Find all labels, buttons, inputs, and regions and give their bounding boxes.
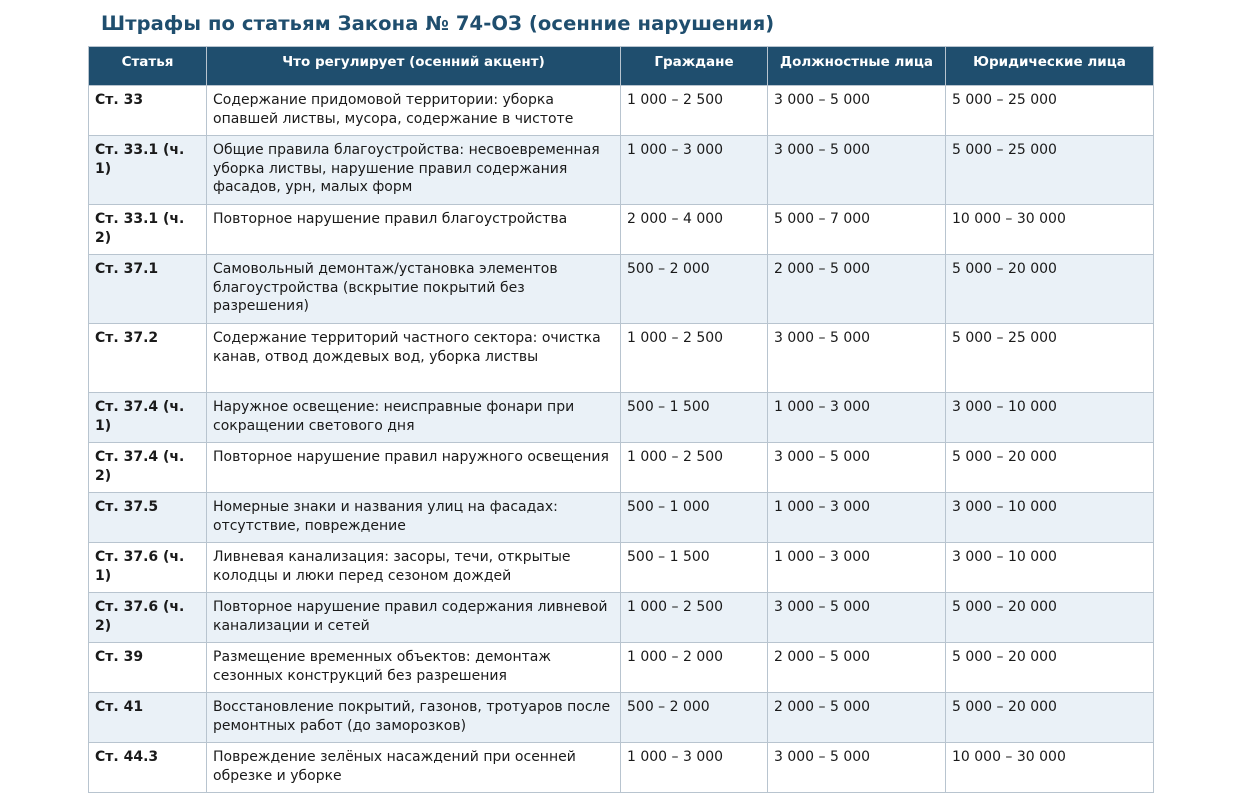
table-row bbox=[89, 693, 1154, 743]
table-row bbox=[89, 205, 1154, 255]
subject-cell: Повторное нарушение правил благоустройства bbox=[207, 205, 621, 255]
officials-fine-cell: 3 000 – 5 000 bbox=[768, 743, 946, 793]
citizens-fine-cell: 1 000 – 3 000 bbox=[621, 136, 768, 205]
table-header bbox=[89, 47, 1154, 86]
table-row bbox=[89, 643, 1154, 693]
citizens-fine-cell: 500 – 1 500 bbox=[621, 393, 768, 443]
table-row bbox=[89, 255, 1154, 324]
officials-fine-cell: 1 000 – 3 000 bbox=[768, 393, 946, 443]
officials-fine-cell: 3 000 – 5 000 bbox=[768, 136, 946, 205]
subject-cell: Повторное нарушение правил наружного освещения bbox=[207, 443, 621, 493]
fines-table bbox=[88, 46, 1154, 793]
table-row bbox=[89, 593, 1154, 643]
article-cell: Ст. 37.6 (ч. 1) bbox=[89, 543, 207, 593]
table-row bbox=[89, 543, 1154, 593]
legal-fine-cell: 5 000 – 20 000 bbox=[946, 693, 1154, 743]
subject-cell: Наружное освещение: неисправные фонари при сокращении светового дня bbox=[207, 393, 621, 443]
subject-cell: Повреждение зелёных насаждений при осенней обрезке и уборке bbox=[207, 743, 621, 793]
article-cell: Ст. 33.1 (ч. 2) bbox=[89, 205, 207, 255]
legal-fine-cell: 10 000 – 30 000 bbox=[946, 743, 1154, 793]
article-cell: Ст. 37.4 (ч. 1) bbox=[89, 393, 207, 443]
article-cell: Ст. 44.3 bbox=[89, 743, 207, 793]
officials-fine-cell: 1 000 – 3 000 bbox=[768, 493, 946, 543]
subject-cell: Размещение временных объектов: демонтаж сезонных конструкций без разрешения bbox=[207, 643, 621, 693]
header-row bbox=[89, 47, 1154, 86]
legal-fine-cell: 5 000 – 20 000 bbox=[946, 255, 1154, 324]
legal-fine-cell: 5 000 – 25 000 bbox=[946, 324, 1154, 393]
citizens-fine-cell: 1 000 – 2 500 bbox=[621, 443, 768, 493]
citizens-fine-cell: 500 – 1 500 bbox=[621, 543, 768, 593]
table-body bbox=[89, 86, 1154, 793]
legal-fine-cell: 5 000 – 20 000 bbox=[946, 593, 1154, 643]
citizens-fine-cell: 500 – 2 000 bbox=[621, 693, 768, 743]
article-cell: Ст. 37.1 bbox=[89, 255, 207, 324]
page-title: Штрафы по статьям Закона № 74-ОЗ (осенние нарушения) bbox=[101, 12, 775, 35]
article-cell: Ст. 37.4 (ч. 2) bbox=[89, 443, 207, 493]
article-cell: Ст. 33 bbox=[89, 86, 207, 136]
officials-fine-cell: 3 000 – 5 000 bbox=[768, 593, 946, 643]
citizens-fine-cell: 2 000 – 4 000 bbox=[621, 205, 768, 255]
table-row bbox=[89, 136, 1154, 205]
legal-fine-cell: 3 000 – 10 000 bbox=[946, 543, 1154, 593]
officials-fine-cell: 2 000 – 5 000 bbox=[768, 693, 946, 743]
subject-cell: Содержание придомовой территории: уборка опавшей листвы, мусора, содержание в чистоте bbox=[207, 86, 621, 136]
header-officials: Должностные лица bbox=[768, 47, 946, 86]
officials-fine-cell: 3 000 – 5 000 bbox=[768, 86, 946, 136]
article-cell: Ст. 37.6 (ч. 2) bbox=[89, 593, 207, 643]
subject-cell: Самовольный демонтаж/установка элементов благоустройства (вскрытие покрытий без разрешения) bbox=[207, 255, 621, 324]
citizens-fine-cell: 1 000 – 2 500 bbox=[621, 86, 768, 136]
article-cell: Ст. 33.1 (ч. 1) bbox=[89, 136, 207, 205]
citizens-fine-cell: 500 – 1 000 bbox=[621, 493, 768, 543]
header-article: Статья bbox=[89, 47, 207, 86]
officials-fine-cell: 2 000 – 5 000 bbox=[768, 643, 946, 693]
article-cell: Ст. 37.2 bbox=[89, 324, 207, 393]
officials-fine-cell: 3 000 – 5 000 bbox=[768, 443, 946, 493]
article-cell: Ст. 41 bbox=[89, 693, 207, 743]
officials-fine-cell: 3 000 – 5 000 bbox=[768, 324, 946, 393]
legal-fine-cell: 3 000 – 10 000 bbox=[946, 493, 1154, 543]
subject-cell: Ливневая канализация: засоры, течи, открытые колодцы и люки перед сезоном дождей bbox=[207, 543, 621, 593]
subject-cell: Общие правила благоустройства: несвоевременная уборка листвы, нарушение правил содержания фасадов, урн, малых форм bbox=[207, 136, 621, 205]
legal-fine-cell: 10 000 – 30 000 bbox=[946, 205, 1154, 255]
article-cell: Ст. 39 bbox=[89, 643, 207, 693]
legal-fine-cell: 5 000 – 25 000 bbox=[946, 86, 1154, 136]
citizens-fine-cell: 1 000 – 3 000 bbox=[621, 743, 768, 793]
header-legal-entities: Юридические лица bbox=[946, 47, 1154, 86]
table-row bbox=[89, 443, 1154, 493]
header-citizens: Граждане bbox=[621, 47, 768, 86]
table-row bbox=[89, 86, 1154, 136]
subject-cell: Повторное нарушение правил содержания ливневой канализации и сетей bbox=[207, 593, 621, 643]
article-cell: Ст. 37.5 bbox=[89, 493, 207, 543]
table-row bbox=[89, 324, 1154, 393]
officials-fine-cell: 1 000 – 3 000 bbox=[768, 543, 946, 593]
legal-fine-cell: 3 000 – 10 000 bbox=[946, 393, 1154, 443]
citizens-fine-cell: 1 000 – 2 500 bbox=[621, 593, 768, 643]
citizens-fine-cell: 1 000 – 2 000 bbox=[621, 643, 768, 693]
citizens-fine-cell: 1 000 – 2 500 bbox=[621, 324, 768, 393]
legal-fine-cell: 5 000 – 25 000 bbox=[946, 136, 1154, 205]
table-row bbox=[89, 743, 1154, 793]
subject-cell: Восстановление покрытий, газонов, тротуаров после ремонтных работ (до заморозков) bbox=[207, 693, 621, 743]
header-subject: Что регулирует (осенний акцент) bbox=[207, 47, 621, 86]
subject-cell: Номерные знаки и названия улиц на фасадах: отсутствие, повреждение bbox=[207, 493, 621, 543]
subject-cell: Содержание территорий частного сектора: очистка канав, отвод дождевых вод, уборка листвы bbox=[207, 324, 621, 393]
table-row bbox=[89, 393, 1154, 443]
officials-fine-cell: 5 000 – 7 000 bbox=[768, 205, 946, 255]
table-row bbox=[89, 493, 1154, 543]
citizens-fine-cell: 500 – 2 000 bbox=[621, 255, 768, 324]
legal-fine-cell: 5 000 – 20 000 bbox=[946, 443, 1154, 493]
legal-fine-cell: 5 000 – 20 000 bbox=[946, 643, 1154, 693]
officials-fine-cell: 2 000 – 5 000 bbox=[768, 255, 946, 324]
